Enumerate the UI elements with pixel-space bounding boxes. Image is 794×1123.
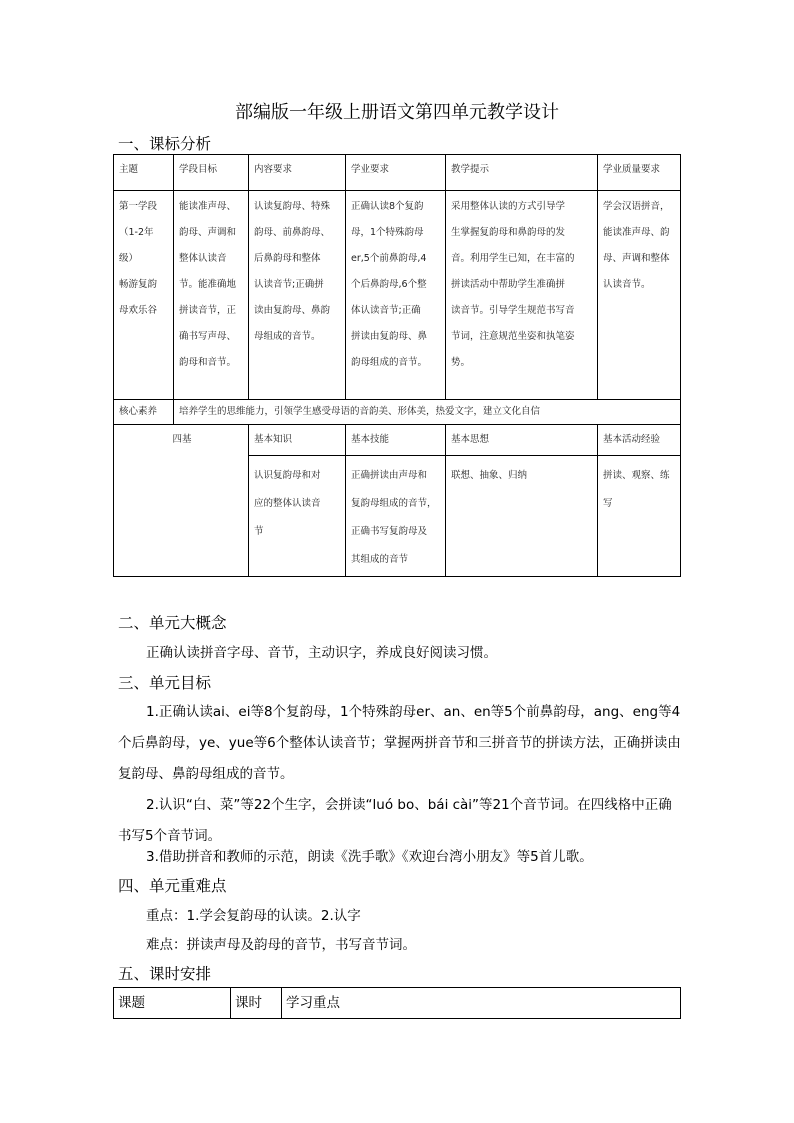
unit-goal-3: 3.借助拼音和教师的示范，朗读《洗手歌》《欢迎台湾小朋友》等5首儿歌。 — [146, 849, 593, 865]
quality-requirement-cell: 学会汉语拼音， 能读准声母、韵 母、声调和整体 认读音节。 — [598, 191, 681, 400]
theme-cell: 第一学段 （1-2年 级） 畅游复韵 母欢乐谷 — [114, 191, 174, 400]
lesson-title-header: 课题 — [114, 988, 231, 1019]
difficulties-text: 难点：拼读声母及韵母的音节，书写音节词。 — [146, 937, 416, 953]
big-concept-text: 正确认读拼音字母、音节，主动识字，养成良好阅读习惯。 — [146, 645, 497, 661]
header-cell: 学业要求 — [346, 155, 446, 191]
core-literacy-row — [114, 400, 681, 425]
header-cell: 学段目标 — [174, 155, 249, 191]
stage-goal-cell: 能读准声母、 韵母、声调和 整体认读音 节。能准确地 拼读音节，正 确书写声母、 韵母和音节。 — [174, 191, 249, 400]
section-heading-schedule: 五、课时安排 — [118, 965, 212, 983]
basic-skills-cell: 正确拼读由声母和 复韵母组成的音节， 正确书写复韵母及 其组成的音节 — [346, 456, 446, 577]
section-heading-big-concept: 二、单元大概念 — [118, 614, 227, 632]
section-heading-curriculum: 一、课标分析 — [118, 135, 212, 153]
header-cell: 教学提示 — [446, 155, 598, 191]
basic-experience-cell: 拼读、观察、练 写 — [598, 456, 681, 577]
core-literacy-label: 核心素养 — [114, 400, 174, 425]
basic-knowledge-cell: 认识复韵母和对 应的整体认读音 节 — [249, 456, 346, 577]
lesson-hours-header: 课时 — [231, 988, 282, 1019]
curriculum-table — [113, 154, 681, 577]
unit-goal-1: 1.正确认读ai、ei等8个复韵母，1个特殊韵母er、an、en等5个前鼻韵母，ang、eng等4个后鼻韵母，ye、yue等6个整体认读音节；掌握两拼音节和三拼音节的拼读方法，正确拼读由复韵母、鼻韵母组成的音节。 — [118, 704, 681, 782]
four-basics-header-row — [114, 425, 681, 456]
basic-knowledge-header: 基本知识 — [249, 425, 346, 456]
content-requirement-cell: 认读复韵母、特殊 韵母、前鼻韵母、 后鼻韵母和整体 认读音节;正确拼 读由复韵母、鼻韵 母组成的音节。 — [249, 191, 346, 400]
curriculum-content-row — [114, 191, 681, 400]
document-title: 部编版一年级上册语文第四单元教学设计 — [235, 102, 559, 123]
section-heading-unit-goals: 三、单元目标 — [118, 674, 212, 692]
basic-thinking-cell: 联想、抽象、归纳 — [446, 456, 598, 577]
header-cell: 主题 — [114, 155, 174, 191]
unit-goal-2: 2.认识“白、菜”等22个生字，会拼读“luó bo、bái cài”等21个音节词。在四线格中正确书写5个音节词。 — [118, 797, 672, 844]
four-basics-label: 四基 — [114, 425, 249, 577]
header-cell: 学业质量要求 — [598, 155, 681, 191]
header-cell: 内容要求 — [249, 155, 346, 191]
core-literacy-text: 培养学生的思维能力，引领学生感受母语的音韵美、形体美，热爱文字，建立文化自信 — [174, 400, 681, 425]
basic-skills-header: 基本技能 — [346, 425, 446, 456]
key-points-text: 重点：1.学会复韵母的认读。2.认字 — [146, 908, 361, 924]
curriculum-header-row — [114, 155, 681, 191]
section-heading-key-difficulties: 四、单元重难点 — [118, 877, 227, 895]
basic-thinking-header: 基本思想 — [446, 425, 598, 456]
academic-requirement-cell: 正确认读8个复韵 母，1个特殊韵母 er,5个前鼻韵母,4 个后鼻韵母,6个整 体认读音节;正确 拼读由复韵母、鼻 韵母组成的音节。 — [346, 191, 446, 400]
schedule-table — [113, 987, 681, 1019]
learning-focus-header: 学习重点 — [282, 988, 681, 1019]
basic-experience-header: 基本活动经验 — [598, 425, 681, 456]
schedule-header-row — [114, 988, 681, 1019]
teaching-tip-cell: 采用整体认读的方式引导学 生掌握复韵母和鼻韵母的发 音。利用学生已知，在丰富的 拼读活动中帮助学生准确拼 读音节。引导学生规范书写音 节词，注意规范坐姿和执笔姿 势。 — [446, 191, 598, 400]
